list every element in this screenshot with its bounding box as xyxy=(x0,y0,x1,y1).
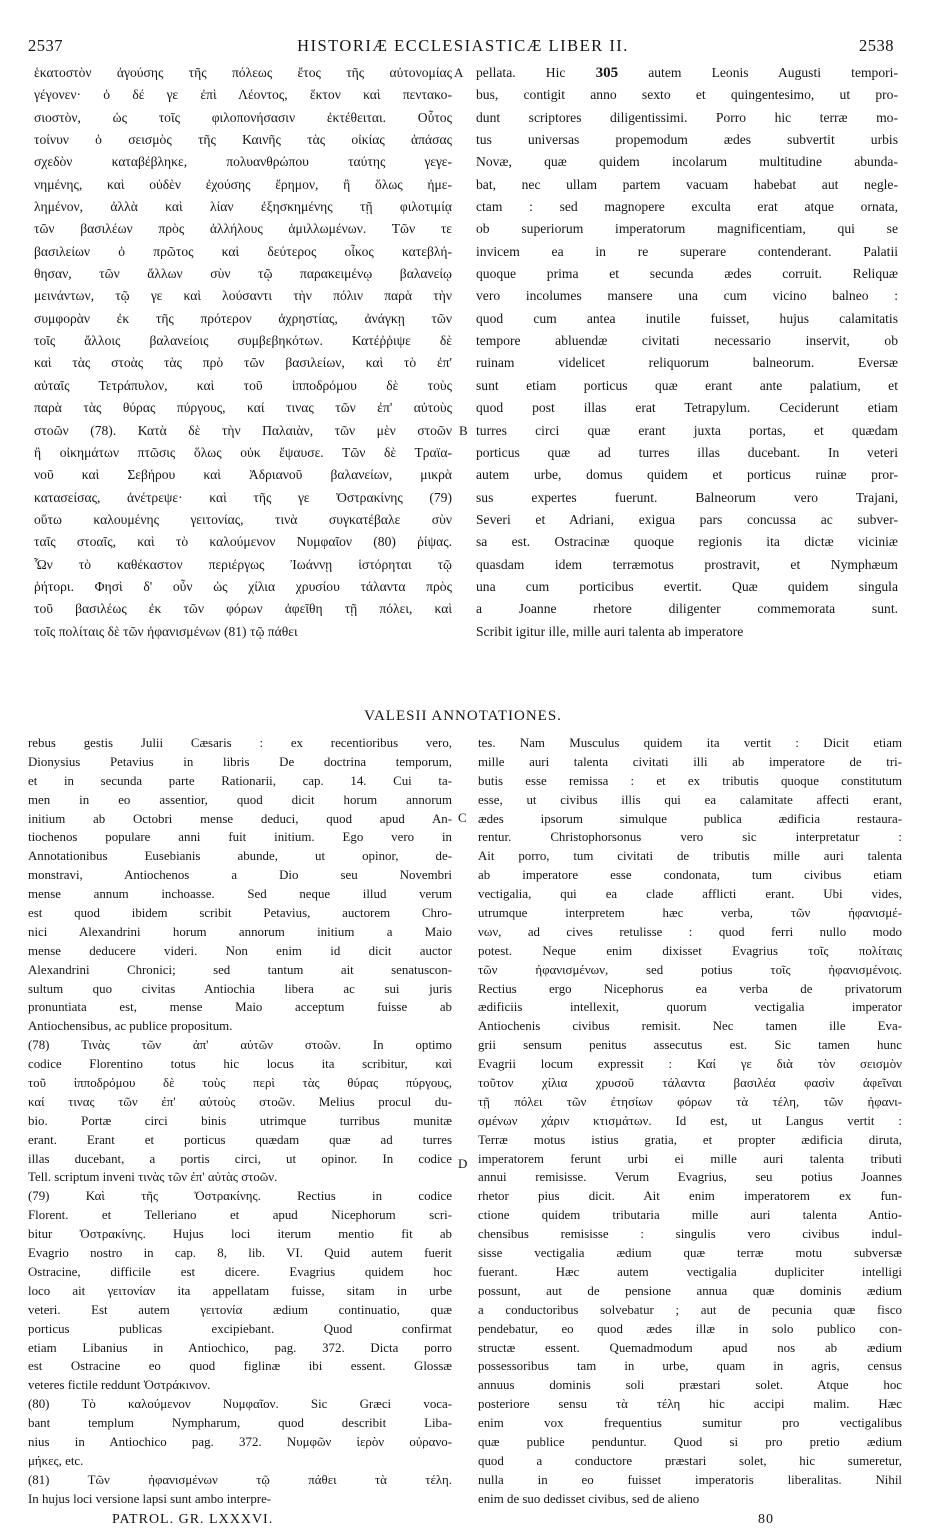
text-line: σιοστὸν, ὡς τοῖς φιλοπονήσασιν ἐκτέθειται. Οὗτος xyxy=(34,109,452,125)
annotations-right-column xyxy=(478,734,902,1509)
text-line: νοῦ καὶ Σεβήρου καὶ Ἀδριανοῦ βαλανείων, μικρὰ xyxy=(34,467,452,483)
text-line: ob superiorum imperatorum magnificentiam, qui se xyxy=(476,221,898,237)
text-line: esse, ut civibus illis qui ea calamitate affecti erant, xyxy=(478,792,902,807)
text-line: vectigalia, qui ea clade afflicti erant. Ubi vides, xyxy=(478,887,902,902)
text-line: Ait porro, tum civitati de tributis mille auri talenta xyxy=(478,849,902,864)
text-line: νων, ad cives retulisse : quod ferri nullo modo xyxy=(478,924,902,939)
text-line: sa est. Ostracinæ quoque regionis ita dictæ viciniæ xyxy=(476,534,898,550)
text-line: οὕτω καλουμένης γειτονίας, τινὰ συγκατέβαλε σὺν xyxy=(34,511,452,527)
text-line: ædificiis intellexit, quorum vectigalia imperator xyxy=(478,1000,902,1015)
text-line: mense annum inchoasse. Sed neque illud verum xyxy=(28,887,452,902)
text-line: Rectius ergo Nicephorus ea verba de privatorum xyxy=(478,981,902,996)
latin-line-end: autem Leonis Augusti tempori- xyxy=(648,65,898,80)
text-line: ædes ipsorum simulque publica ædificia restaura- xyxy=(478,811,902,826)
text-line: (78) Τινὰς τῶν ἀπ' αὐτῶν στοῶν. In optimo xyxy=(28,1038,452,1053)
text-line: possessoribus tam in urbe, quam in agris, census xyxy=(478,1359,902,1374)
text-line: τῶν βασιλέων πρὸς ἀλλήλους ἁμιλλωμένων. Τῶν τε xyxy=(34,221,452,237)
text-line: structæ essent. Quemadmodum apud nos ab ædium xyxy=(478,1340,902,1355)
text-line: tempore abluendæ civitati necessario inservit, ob xyxy=(476,333,898,349)
text-line: vero incolumes mansere una cum vicino balneo : xyxy=(476,288,898,304)
text-line: τοῖς ἄλλοις βαλανείοις συμβεβηκότων. Κατέῤῥιψε δὲ xyxy=(34,333,452,349)
latin-first-line xyxy=(476,62,898,84)
text-line: κατασείσας, ἀνέτρεψε· καὶ τῆς γε Ὀστρακίνης (79) xyxy=(34,489,452,505)
text-line: quoque prima et secunda ædes corruit. Reliquæ xyxy=(476,266,898,282)
text-line: ctam : sed magnopere exculta erat atque ornata, xyxy=(476,199,898,215)
text-line: veteri. Est autem γειτονία ædium continuatio, quæ xyxy=(28,1302,452,1317)
latin-text-column xyxy=(476,62,898,643)
text-line: invicem ea in re superare contenderant. Palatii xyxy=(476,243,898,259)
text-line: καί τινας τῶν ἐπ' αὐτοὺς στοῶν. Melius procul du- xyxy=(28,1094,452,1109)
text-line: In hujus loci versione lapsi sunt ambo interpre- xyxy=(28,1491,272,1506)
text-line: ῥήτορι. Φησὶ δ' οὖν ὡς χίλια χρυσίου τάλαντα πρὸς xyxy=(34,578,452,594)
text-line: potest. Neque enim dixisset Evagrius τοῖς πολίταις xyxy=(478,943,902,958)
text-line: (81) Τῶν ἠφανισμένων τῷ πάθει τὰ τέλη. xyxy=(28,1472,452,1487)
text-line: nius in Antiochico pag. 372. Νυμφῶν ἱερὸν οὐρανο- xyxy=(28,1434,452,1449)
text-line: λημένον, ἀλλὰ καὶ λίαν ἐξησκημένης τῇ φιλοτιμίᾳ xyxy=(34,199,452,215)
text-line: porticus publicas excipiebant. Quod confirmat xyxy=(28,1321,452,1336)
text-line: etiam Libanius in Antiochico, pag. 372. Dicta porro xyxy=(28,1340,452,1355)
text-line: Annotationibus Eusebianis abunde, ut opinor, de- xyxy=(28,849,452,864)
text-line: τῶν ἠφανισμένων, sed potius τοῖς ἠφανισμένοις. xyxy=(478,962,902,977)
text-line: ἢ οἰκημάτων πτῶσις ὅλως οὐκ ἔψαυσε. Τῶν δὲ Τραϊα- xyxy=(34,444,452,460)
text-line: rebus gestis Julii Cæsaris : ex recentioribus vero, xyxy=(28,736,452,750)
text-line: monstravi, Antiochenos a Dio seu Novembri xyxy=(28,868,452,883)
text-line: quæ publice penduntur. Quod si pro pretio ædium xyxy=(478,1434,902,1449)
text-line: dunt scriptores diligentissimi. Porro hic terræ mo- xyxy=(476,109,898,125)
text-line: utrumque interpretem hæc verba, τῶν ἠφανισμέ- xyxy=(478,906,902,921)
text-line: ruinam videlicet reliquorum balneorum. Eversæ xyxy=(476,355,898,371)
text-line: quod post illas erat Tetrapylum. Ceciderunt etiam xyxy=(476,400,898,416)
annotations-heading: VALESII ANNOTATIONES. xyxy=(364,708,562,724)
margin-letter-a: A xyxy=(454,65,464,80)
text-line: autem urbe, domus quidem et porticus ruinæ pror- xyxy=(476,467,898,483)
text-line: rhetor pius dicit. Ait enim imperatorem ex fun- xyxy=(478,1189,902,1204)
text-line: bat, nec ullam partem vacuam habebat aut negle- xyxy=(476,176,898,192)
text-line: sus expertes fuerunt. Balneorum vero Trajani, xyxy=(476,489,898,505)
latin-lines xyxy=(476,84,898,643)
text-line: mille auri talenta civitati illi ab imperatore de tri- xyxy=(478,754,902,769)
column-number: 305 xyxy=(595,65,619,81)
text-line: men in eo assentior, quod dicit horum annorum xyxy=(28,792,452,807)
text-line: Tell. scriptum inveni τινὰς τῶν ἐπ' αὐτὰς στοῶν. xyxy=(28,1170,278,1185)
text-line: tes. Nam Musculus quidem ita vertit : Dicit etiam xyxy=(478,736,902,750)
text-line: τοίνυν ὁ σεισμὸς τῆς Καινῆς τὰς οἰκίας ἁπάσας xyxy=(34,132,452,148)
text-line: ab imperatore esse condonata, tum civibus etiam xyxy=(478,868,902,883)
text-line: veteres fictile reddunt Ὀστράκινον. xyxy=(28,1378,211,1393)
text-line: annui remisisse. Verum Evagrius, seu potius Joannes xyxy=(478,1170,902,1185)
text-line: nici Alexandrini horum annorum initium a Maio xyxy=(28,924,452,939)
text-line: ἑκατοστὸν ἀγούσης τῆς πόλεως ἔτος τῆς αὐτονομίας xyxy=(34,65,452,80)
text-line: Florent. et Telleriano et apud Nicephorum scri- xyxy=(28,1208,452,1223)
text-line: Antiochensibus, ac publice propositum. xyxy=(28,1019,233,1034)
text-line: chensibus remisisse : singulis vero civibus indul- xyxy=(478,1227,902,1242)
text-line: sultum quo civitas Antiochia libera ac sui juris xyxy=(28,981,452,996)
text-line: τοῦ ἱπποδρόμου δὲ τοὺς περὶ τὰς θύρας πύργους, xyxy=(28,1076,452,1091)
text-line: turres circi quæ erant juxta portas, et quædam xyxy=(476,422,898,438)
text-line: nulla in eo fuisset imperatoris liberalitas. Nihil xyxy=(478,1472,902,1487)
text-line: possunt, aut de pensione annua quæ dominis ædium xyxy=(478,1283,902,1298)
text-line: tiochenos populare anni fuit initium. Ego vero in xyxy=(28,830,452,845)
text-line: pendebatur, eo quod ædes illæ in solo publico con- xyxy=(478,1321,902,1336)
text-line: Evagrii locum expressit : Καί γε διὰ τὸν σεισμὸν xyxy=(478,1057,902,1072)
text-line: ctione quidem tributaria mille auri talenta Antio- xyxy=(478,1208,902,1223)
text-line: τοῦ βασιλέως ἐκ τῶν φόρων ἀφεῖθη τῇ πόλει, καὶ xyxy=(34,601,452,617)
text-line: enim vox frequentius sumitur pro vectigalibus xyxy=(478,1416,902,1431)
text-line: γέγονεν· ὁ δέ γε ἐπὶ Λέοντος, ἕκτον καὶ πεντακο- xyxy=(34,87,452,103)
margin-letter-d: D xyxy=(458,1156,468,1171)
annotations-left-column xyxy=(28,734,452,1509)
text-line: μεινάντων, τῷ γε καὶ λούσαντι τὴν πόλιν παρὰ τὴν xyxy=(34,288,452,304)
text-line: codice Florentino totus hic locus ita scribitur, καὶ xyxy=(28,1057,452,1072)
text-line: στοῶν (78). Κατὰ δὲ τὴν Παλαιὰν, τῶν μὲν στοῶν xyxy=(34,422,452,438)
text-line: a conductoribus solvebatur ; aut de pecunia quæ fisco xyxy=(478,1302,902,1317)
text-line: ταῖς στοαῖς, καὶ τὸ καλούμενον Νυμφαῖον (80) ῥίψας. xyxy=(34,534,452,550)
text-line: αὐταῖς Τετράπυλον, καὶ τοῦ ἱπποδρόμου δὲ τοὺς xyxy=(34,377,452,393)
margin-letter-c: C xyxy=(458,810,467,825)
text-line: Ostracine, difficile est dicere. Evagrius quidem hoc xyxy=(28,1264,452,1279)
text-line: est Ostracine eo quod figlinæ ibi essent. Glossæ xyxy=(28,1359,452,1374)
text-line: illas ducebant, a portis circi, ut opinor. In codice xyxy=(28,1151,452,1166)
text-line: σμένων χάριν κτισμάτων. Id est, ut Langus vertit : xyxy=(478,1113,902,1128)
text-line: sisse vectigalia ædium quæ terræ motu subversæ xyxy=(478,1246,902,1261)
text-line: bio. Portæ circi binis utrimque turribus munitæ xyxy=(28,1113,452,1128)
text-line: συμφορὰν ἐκ τῆς πρότερον ἀχρηστίας, ἀνάγκῃ τῶν xyxy=(34,310,452,326)
text-line: Dionysius Petavius in libris De doctrina temporum, xyxy=(28,754,452,769)
page-number-left: 2537 xyxy=(28,36,63,55)
text-line: posteriore sensu τὰ τέλη hic accipi malim. Hæc xyxy=(478,1397,902,1412)
text-line: mense deducere videri. Non enim id dicit auctor xyxy=(28,943,452,958)
text-line: a Joanne rhetore diligenter commemorata sunt. xyxy=(476,601,898,617)
text-line: παρὰ τὰς θύρας πύργους, καί τινας τῶν ἐπ' αὐτοὺς xyxy=(34,400,452,416)
text-line: σχεδὸν καταβέβληκε, πολυανθρώπου ταύτης γεγε- xyxy=(34,154,452,170)
running-header xyxy=(0,36,926,58)
text-line: Scribit igitur ille, mille auri talenta ab imperatore xyxy=(476,623,744,639)
text-line: τοῖς πολίταις δὲ τῶν ἠφανισμένων (81) τῷ πάθει xyxy=(34,623,298,639)
text-line: τοῦτον χίλια χρυσοῦ τάλαντα βασιλέα φασὶν ἀφεῖναι xyxy=(478,1076,902,1091)
text-line: sunt etiam porticus quæ erant ante palatium, et xyxy=(476,377,898,393)
text-line: erant. Erant et porticus quædam quæ ad turres xyxy=(28,1132,452,1147)
text-line: et in secunda parte Rationarii, cap. 14. Cui ta- xyxy=(28,773,452,788)
footer-collection: PATROL. GR. LXXXVI. xyxy=(112,1512,274,1527)
text-line: Antiochenis civibus remisit. Nec tamen ille Eva- xyxy=(478,1019,902,1034)
text-line: μήκες, etc. xyxy=(28,1453,84,1468)
text-line: loco ait γειτονίαν ita appellatam fuisse, sitam in urbe xyxy=(28,1283,452,1298)
text-line: (80) Τὸ καλούμενον Νυμφαῖον. Sic Græci voca- xyxy=(28,1397,452,1412)
text-line: annuus dominis soli præstari solet. Atque hoc xyxy=(478,1378,902,1393)
page-number-right: 2538 xyxy=(859,36,894,55)
text-line: Alexandrini Chronici; sed tantum ait senatuscon- xyxy=(28,962,452,977)
text-line: una cum porticibus evertit. Quæ quidem singula xyxy=(476,578,898,594)
text-line: θησαν, τῶν ἄλλων σὺν τῷ παρακειμένῳ βαλανείῳ xyxy=(34,266,452,282)
text-line: pronuntiata est, mense Maio acceptum fuisse ab xyxy=(28,1000,452,1015)
text-line: grii sensum penitus assecutus est. Sic tamen hunc xyxy=(478,1038,902,1053)
text-line: bus, contigit anno sexto et quingentesimo, ut pro- xyxy=(476,87,898,103)
text-line: Ὧν τὸ καθέκαστον περιέργως Ἰωάννῃ ἱστόρηται τῷ xyxy=(34,556,452,572)
text-line: bitur Ὀστρακίνης. Hujus loci iterum mentio fit ab xyxy=(28,1227,452,1242)
text-line: βασιλείων ὁ πρῶτος καὶ δεύτερος οἶκος κατεβλή- xyxy=(34,243,452,259)
text-line: rentur. Christophorsonus vero sic interpretatur : xyxy=(478,830,902,845)
text-line: τῇ πόλει τῶν ἐτησίων φόρων τὰ τέλη, τῶν ἠφανι- xyxy=(478,1094,902,1109)
text-line: enim de suo dedisset civibus, sed de alieno xyxy=(478,1491,700,1506)
text-line: tus universas propemodum ædes subvertit urbis xyxy=(476,132,898,148)
text-line: quasdam idem terræmotus prostravit, et Nymphæum xyxy=(476,556,898,572)
text-line: initium ab Octobri mense deduci, quod apud An- xyxy=(28,811,452,826)
text-line: imperatorem ferunt urbi ei mille auri talenta tributi xyxy=(478,1151,902,1166)
text-line: Evagrio nostro in cap. 8, lib. VI. Quid autem fuerit xyxy=(28,1246,452,1261)
running-title: HISTORIÆ ECCLESIASTICÆ LIBER II. xyxy=(297,36,629,55)
text-line: Severi et Adriani, exigua pars concussa ac subver- xyxy=(476,511,898,527)
text-line: Terræ motus istius gratia, et propter ædificia diruta, xyxy=(478,1132,902,1147)
greek-text-column xyxy=(34,62,452,643)
text-line: νημένης, καὶ οὐδὲν ἐχούσης ἔρημον, ἢ ὅλως ἠμε- xyxy=(34,176,452,192)
margin-letter-b: B xyxy=(459,423,468,438)
footer-signature: 80 xyxy=(758,1512,774,1527)
text-line: fuerant. Hæc autem vectigalia dupliciter intelligi xyxy=(478,1264,902,1279)
text-line: (79) Καὶ τῆς Ὀστρακίνης. Rectius in codice xyxy=(28,1189,452,1204)
text-line: porticus quæ ad turres illas ducebant. In veteri xyxy=(476,444,898,460)
text-line: Novæ, quæ quidem incolarum multitudine abunda- xyxy=(476,154,898,170)
text-line: est quod ibidem scribit Petavius, auctorem Chro- xyxy=(28,906,452,921)
text-line: quod a conductore præstari solet, hic sumeretur, xyxy=(478,1453,902,1468)
text-line: butis esse remissa : et ex tributis quoque constitutum xyxy=(478,773,902,788)
text-line: bant templum Nympharum, quod describit Liba- xyxy=(28,1416,452,1431)
latin-line-start: pellata. Hic xyxy=(476,65,566,80)
text-line: καὶ τὰς στοὰς τὰς πρὸ τῶν βασιλείων, καὶ τὸ ἐπ' xyxy=(34,355,452,371)
text-line: quod cum antea inutile fuisset, hujus calamitatis xyxy=(476,310,898,326)
